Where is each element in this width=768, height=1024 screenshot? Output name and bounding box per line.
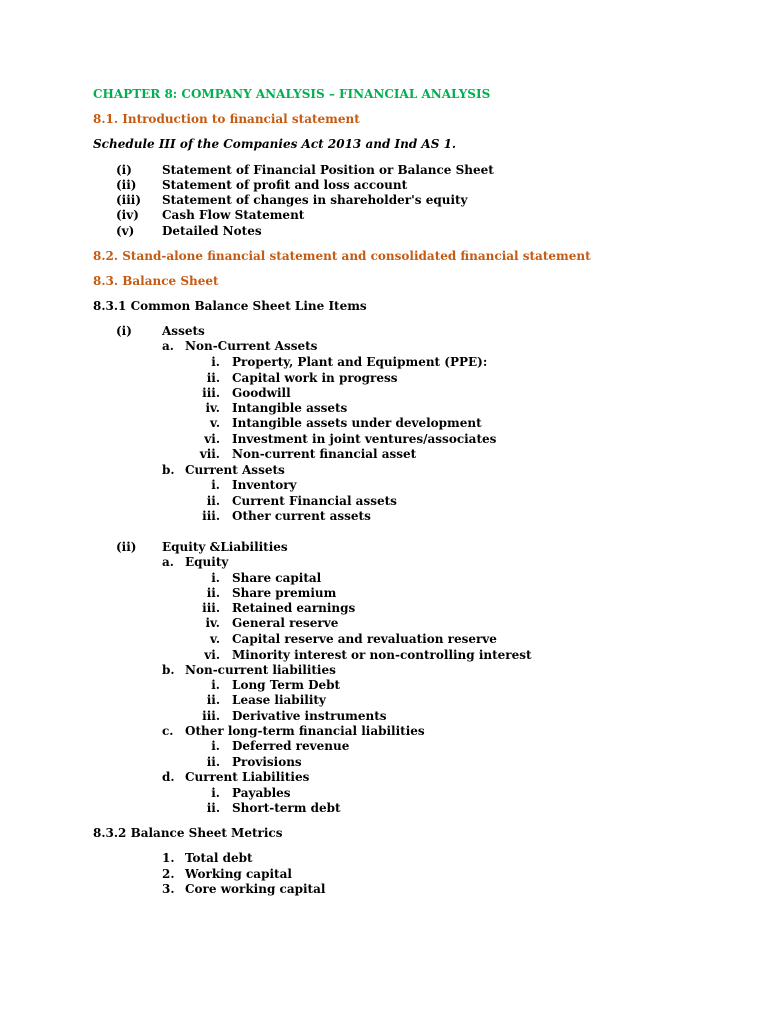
current-assets-heading: Current Assets (185, 463, 285, 477)
list-item: Minority interest or non-controlling interest (232, 648, 532, 662)
list-item: Lease liability (232, 693, 326, 707)
list-item: Statement of Financial Position or Balance Sheet (162, 163, 494, 177)
roman-numeral: i. (211, 571, 220, 585)
roman-numeral: iv. (205, 401, 220, 415)
list-item: Statement of changes in shareholder's equity (162, 193, 468, 207)
list-item: Property, Plant and Equipment (PPE): (232, 355, 488, 369)
list-letter: c. (162, 724, 174, 738)
list-item: Payables (232, 786, 291, 800)
roman-numeral: iii. (202, 386, 220, 400)
section-8-2-heading: 8.2. Stand-alone financial statement and consolidated financial statement (93, 249, 591, 263)
roman-numeral: vii. (199, 447, 220, 461)
list-letter: b. (162, 463, 175, 477)
chapter-title: CHAPTER 8: COMPANY ANALYSIS – FINANCIAL ANALYSIS (93, 87, 491, 101)
list-letter: b. (162, 663, 175, 677)
list-item: Non-current financial asset (232, 447, 417, 461)
roman-numeral: ii. (206, 755, 220, 769)
section-8-3-2-heading: 8.3.2 Balance Sheet Metrics (93, 826, 283, 840)
list-item: Retained earnings (232, 601, 356, 615)
list-item: Other current assets (232, 509, 371, 523)
list-item: Cash Flow Statement (162, 208, 305, 222)
list-item: Investment in joint ventures/associates (232, 432, 497, 446)
list-item: Derivative instruments (232, 709, 387, 723)
list-number: (iv) (116, 208, 139, 222)
non-current-liabilities-heading: Non-current liabilities (185, 663, 336, 677)
list-item: Long Term Debt (232, 678, 341, 692)
list-item: Short-term debt (232, 801, 341, 815)
other-long-term-liabilities-heading: Other long-term financial liabilities (185, 724, 425, 738)
roman-numeral: ii. (206, 494, 220, 508)
list-letter: a. (162, 555, 174, 569)
list-item: Total debt (185, 851, 253, 865)
schedule-note: Schedule III of the Companies Act 2013 and Ind AS 1. (93, 137, 457, 151)
roman-numeral: iv. (205, 616, 220, 630)
list-item: Intangible assets under development (232, 416, 482, 430)
list-number: (ii) (116, 178, 137, 192)
list-number: (i) (116, 324, 132, 338)
roman-numeral: i. (211, 678, 220, 692)
section-8-3-1-heading: 8.3.1 Common Balance Sheet Line Items (93, 299, 367, 313)
list-number: 2. (162, 867, 175, 881)
list-item: Deferred revenue (232, 739, 350, 753)
roman-numeral: vi. (204, 648, 220, 662)
current-liabilities-heading: Current Liabilities (185, 770, 310, 784)
list-item: Statement of profit and loss account (162, 178, 408, 192)
list-number: (i) (116, 163, 132, 177)
list-item: Share capital (232, 571, 322, 585)
list-item: Current Financial assets (232, 494, 397, 508)
roman-numeral: ii. (206, 693, 220, 707)
roman-numeral: iii. (202, 509, 220, 523)
equity-heading: Equity (185, 555, 229, 569)
list-item: Capital reserve and revaluation reserve (232, 632, 497, 646)
list-number: 1. (162, 851, 175, 865)
list-item: Provisions (232, 755, 302, 769)
list-letter: a. (162, 339, 174, 353)
roman-numeral: iii. (202, 601, 220, 615)
roman-numeral: ii. (206, 371, 220, 385)
equity-liabilities-heading: Equity &Liabilities (162, 540, 288, 554)
list-number: (iii) (116, 193, 142, 207)
assets-heading: Assets (162, 324, 205, 338)
roman-numeral: vi. (204, 432, 220, 446)
list-number: 3. (162, 882, 175, 896)
list-item: Detailed Notes (162, 224, 262, 238)
roman-numeral: i. (211, 478, 220, 492)
list-item: Share premium (232, 586, 337, 600)
list-number: (v) (116, 224, 135, 238)
list-item: Inventory (232, 478, 297, 492)
roman-numeral: i. (211, 786, 220, 800)
roman-numeral: ii. (206, 801, 220, 815)
roman-numeral: iii. (202, 709, 220, 723)
roman-numeral: i. (211, 739, 220, 753)
list-item: General reserve (232, 616, 339, 630)
list-number: (ii) (116, 540, 137, 554)
list-item: Capital work in progress (232, 371, 398, 385)
list-item: Working capital (185, 867, 292, 881)
roman-numeral: v. (210, 632, 220, 646)
list-item: Goodwill (232, 386, 291, 400)
list-item: Core working capital (185, 882, 326, 896)
list-item: Intangible assets (232, 401, 348, 415)
non-current-assets-heading: Non-Current Assets (185, 339, 318, 353)
roman-numeral: v. (210, 416, 220, 430)
section-8-1-heading: 8.1. Introduction to financial statement (93, 112, 360, 126)
roman-numeral: i. (211, 355, 220, 369)
list-letter: d. (162, 770, 175, 784)
roman-numeral: ii. (206, 586, 220, 600)
section-8-3-heading: 8.3. Balance Sheet (93, 274, 219, 288)
